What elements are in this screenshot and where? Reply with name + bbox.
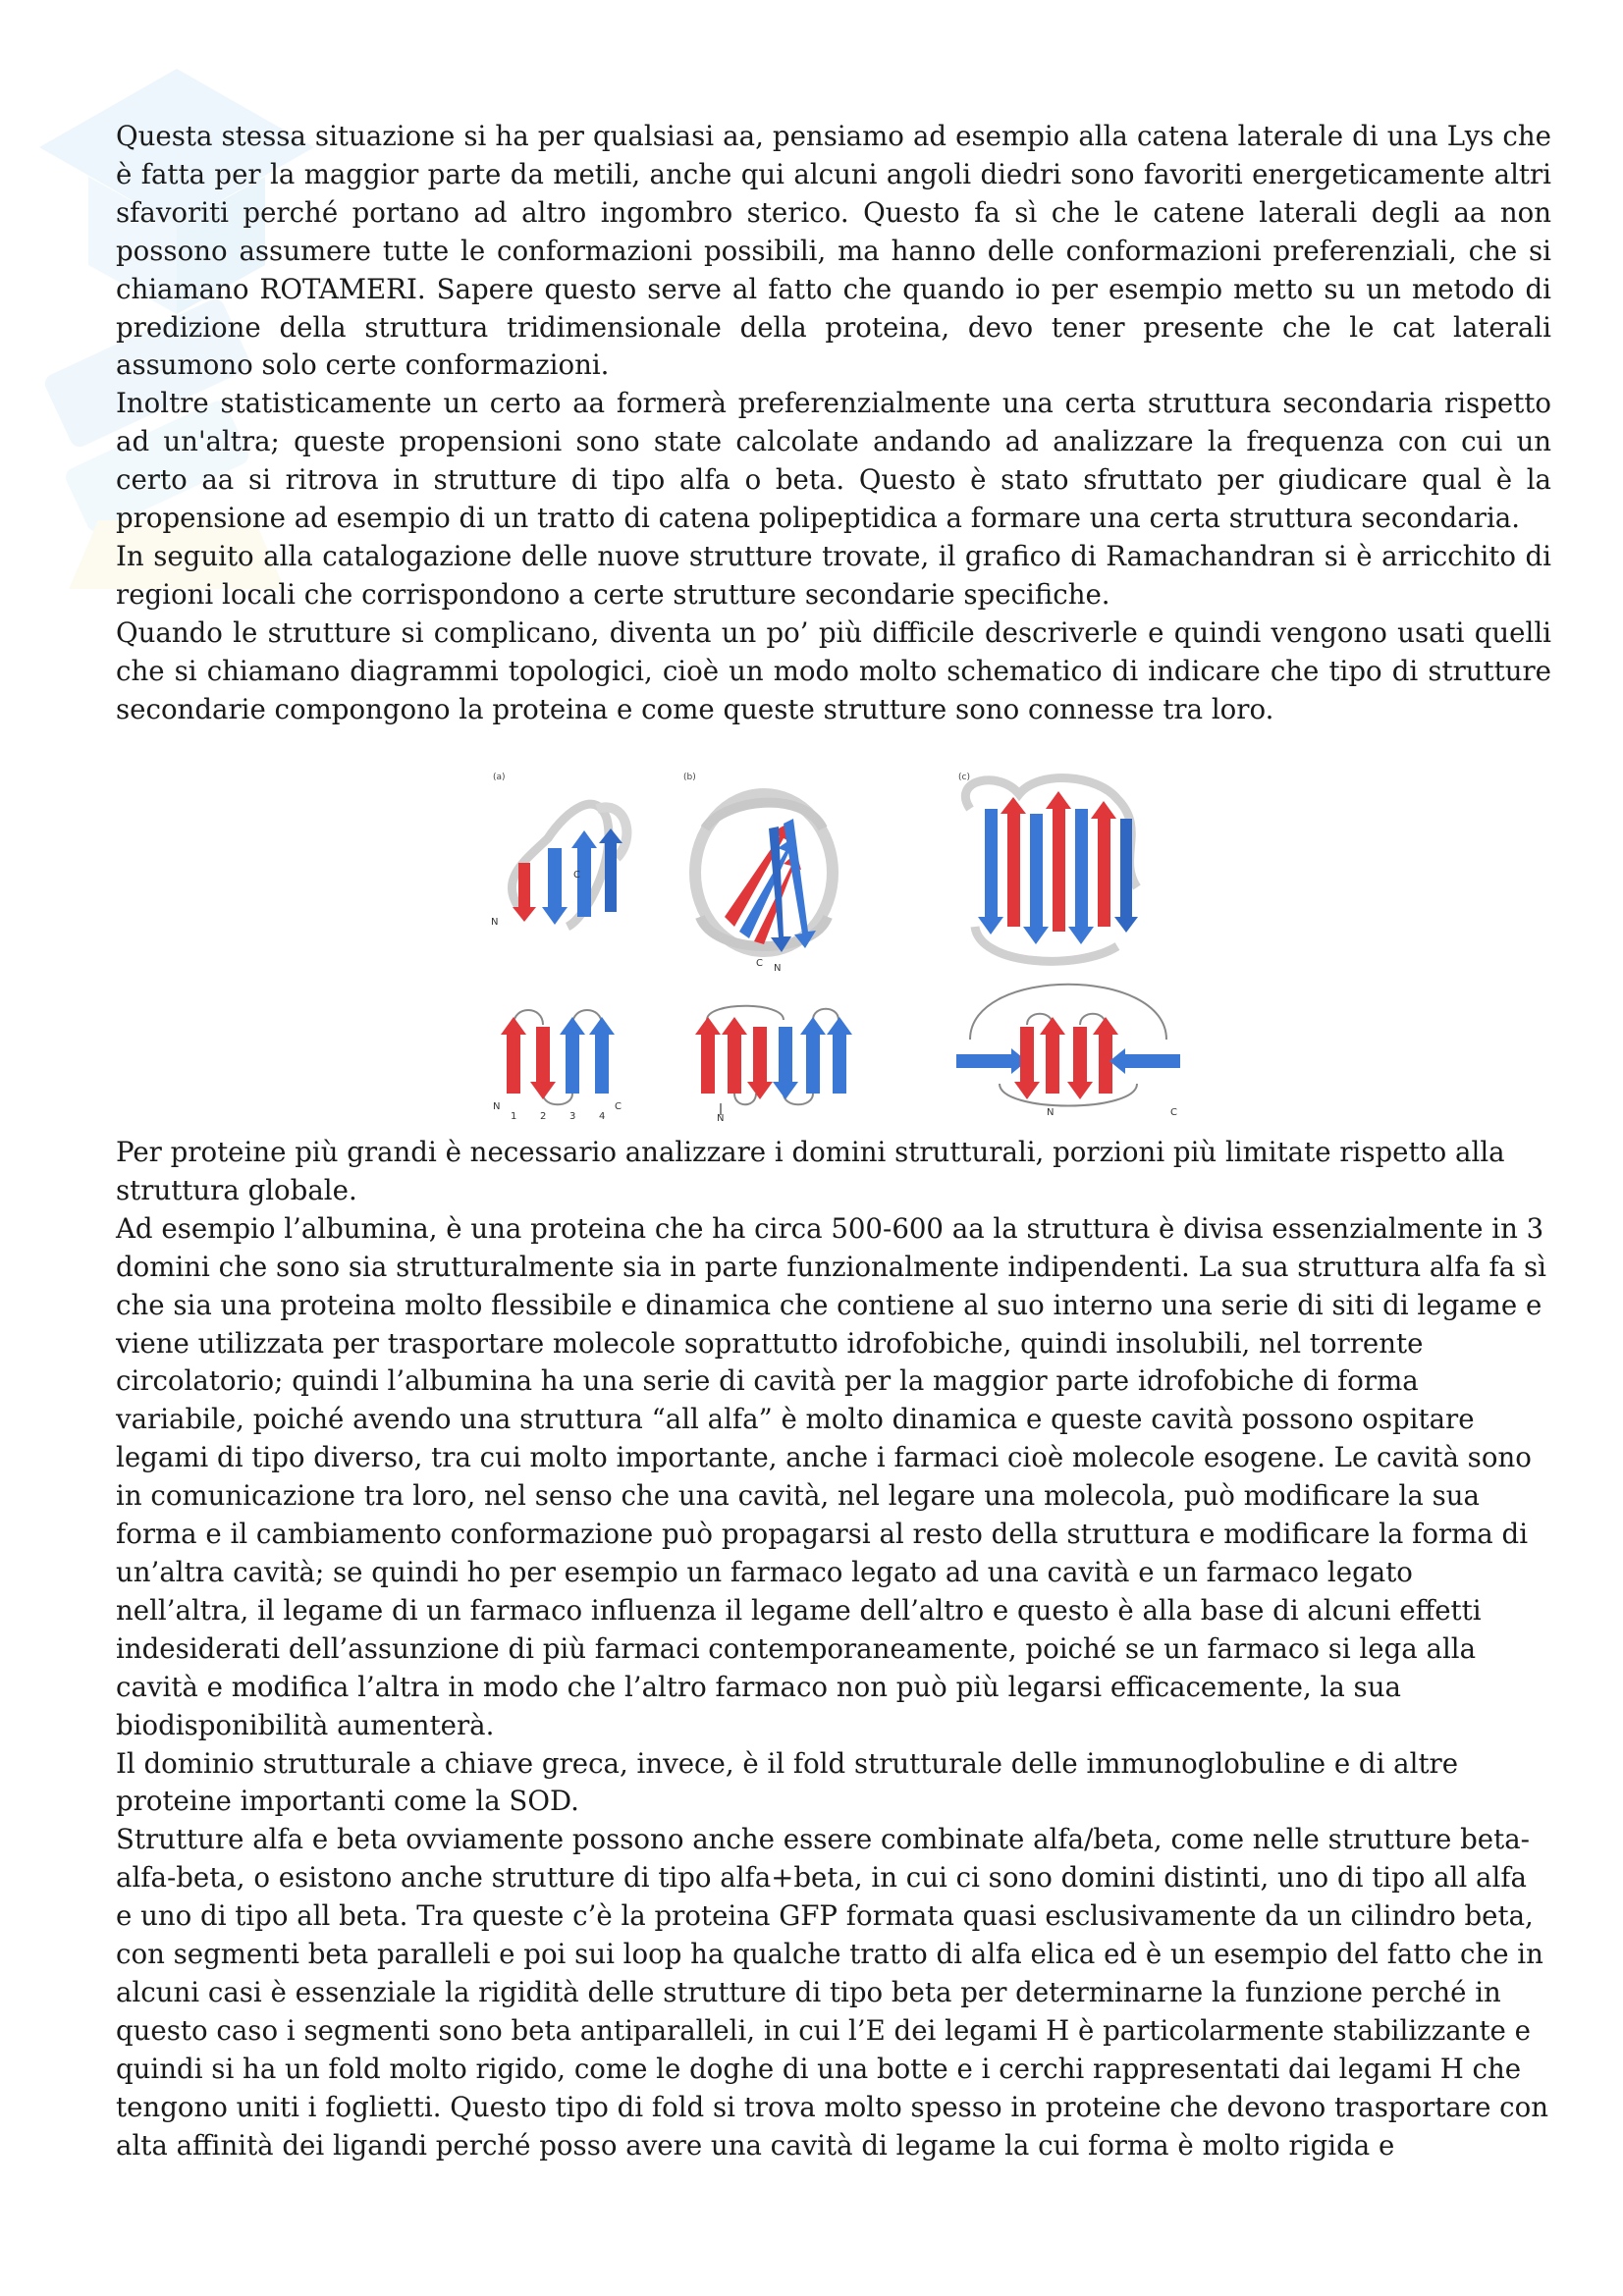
terminal-n-label: N (717, 1113, 725, 1121)
ribbon-model-c (965, 778, 1138, 962)
strand-blue (827, 1017, 852, 1094)
strand-blue (800, 1017, 826, 1094)
ribbon-model-b (695, 794, 833, 974)
strand-number: 4 (599, 1111, 606, 1121)
strand-number: 3 (569, 1111, 576, 1121)
terminal-n-label: N (774, 963, 782, 974)
strand-blue (956, 1048, 1027, 1074)
strand-blue (589, 1017, 615, 1094)
paragraph: Strutture alfa e beta ovviamente possono anche essere combinate alfa/beta, come nelle strutture beta-alfa-beta, o esistono anche strutture di tipo alfa+beta, in cui ci sono domini distinti, uno di tipo all alfa e uno di tipo all beta. Tra queste c’è la proteina GFP formata quasi esclusivamente da un cilindro beta, con segmenti beta paralleli e poi sui loop ha qualche tratto di alfa elica ed è un esempio del fatto che in alcuni casi è essenziale la rigidità delle strutture di tipo beta per determinarne la funzione perché in questo caso i segmenti sono beta antiparalleli, in cui l’E dei legami H è particolarmente stabilizzante e quindi si ha un fold molto rigido, come le doghe di una botte e i cerchi rappresentati dai legami H che tengono uniti i foglietti. Questo tipo di fold si trova molto spesso in proteine che devono trasportare con alta affinità dei ligandi perché posso avere una cavità di legame la cui forma è molto rigida e (116, 1823, 1549, 2162)
terminal-c-label: C (615, 1101, 622, 1112)
strand-number: 1 (511, 1111, 517, 1121)
panel-label-a: (a) (493, 773, 506, 782)
terminal-n-label: N (491, 917, 499, 928)
terminal-c-label: C (573, 870, 580, 881)
paragraph: Per proteine più grandi è necessario analizzare i domini strutturali, porzioni più limitate rispetto alla struttura globale. (116, 1136, 1505, 1206)
paragraph: Il dominio strutturale a chiave greca, invece, è il fold strutturale delle immunoglobuline e di altre proteine importanti come la SOD. (116, 1746, 1459, 1818)
strand-red (1091, 801, 1116, 927)
paragraph: Ad esempio l’albumina, è una proteina che ha circa 500-600 aa la struttura è divisa essenzialmente in 3 domini che sono sia strutturalmente sia in parte funzionalmente indipendenti. La sua struttura alfa fa sì che sia una proteina molto flessibile e dinamica che contiene al suo interno una serie di siti di legame e viene utilizzata per trasportare molecole soprattutto idrofobiche, quindi insolubili, nel torrente circolatorio; quindi l’albumina ha una serie di cavità per la maggior parte idrofobiche di forma variabile, poiché avendo una struttura “all alfa” è molto dinamica e queste cavità possono ospitare legami di tipo diverso, tra cui molto importante, anche i farmaci cioè molecole esogene. Le cavità sono in comunicazione tra loro, nel senso che una cavità, nel legare una molecola, può modificare la sua forma e il cambiamento conformazione può propagarsi al resto della struttura e modificare la forma di un’altra cavità; se quindi ho per esempio un farmaco legato ad una cavità e un farmaco legato nell’altra, il legame di un farmaco influenza il legame dell’altro e questo è alla base di alcuni effetti indesiderati dell’assunzione di più farmaci contemporaneamente, poiché se un farmaco si lega alla cavità e modifica l’altra in modo che l’altro farmaco non può più legarsi efficacemente, la sua biodisponibilità aumenterà. (116, 1211, 1546, 1741)
strand-red (1046, 791, 1071, 932)
terminal-n-label: N (493, 1101, 501, 1112)
strand-red (1001, 797, 1026, 927)
strand-blue (542, 848, 568, 925)
topology-diagram-a (493, 1010, 622, 1121)
terminal-n-label: N (1047, 1107, 1055, 1118)
protein-topology-figure (489, 770, 1188, 1121)
panel-label-c: (c) (958, 773, 970, 782)
terminal-c-label: C (756, 958, 763, 969)
paragraph: Questa stessa situazione si ha per qualsiasi aa, pensiamo ad esempio alla catena laterale di una Lys che è fatta per la maggior parte da metili, anche qui alcuni angoli diedri sono favoriti energeticamente altri sfavoriti perché portano ad altro ingombro sterico. Questo fa sì che le catene laterali degli aa non possono assumere tutte le conformazioni possibili, ma hanno delle conformazioni preferenziali, che si chiamano ROTAMERI. Sapere questo serve al fatto che quando io per esempio metto su un metodo di predizione della struttura tridimensionale della proteina, devo tener presente che le cat laterali assumono solo certe conformazioni. (116, 120, 1551, 382)
strand-red (501, 1017, 526, 1094)
strand-red (1040, 1017, 1065, 1094)
strand-blue (978, 809, 1003, 934)
paragraph: Quando le strutture si complicano, diventa un po’ più difficile descriverle e quindi vengono usati quelli che si chiamano diagrammi topologici, cioè un modo molto schematico di indicare che tipo di strutture secondarie compongono la proteina e come queste strutture sono connesse tra loro. (116, 615, 1551, 725)
strand-red (1093, 1017, 1118, 1094)
strand-red (747, 1027, 773, 1099)
text-block-bottom (116, 1134, 1551, 2164)
strand-blue (1068, 809, 1094, 944)
strand-number: 2 (540, 1111, 547, 1121)
topology-diagram-b (695, 1006, 852, 1121)
strand-blue (773, 1027, 798, 1099)
strand-red (530, 1027, 556, 1099)
paragraph: Inoltre statisticamente un certo aa formerà preferenzialmente una certa struttura secondaria rispetto ad un'altra; queste propensioni sono state calcolate andando ad analizzare la frequenza con cui un certo aa si ritrova in strutture di tipo alfa o beta. Questo è stato sfruttato per giudicare qual è la propensione ad esempio di un tratto di catena polipeptidica a formare una certa struttura secondaria. (116, 387, 1551, 535)
strand-blue (1109, 1048, 1180, 1074)
strand-red (722, 1017, 747, 1094)
topology-diagram-c (956, 985, 1180, 1118)
strand-blue (1023, 814, 1049, 944)
figure-drawing (489, 770, 1188, 1121)
text-block-top (116, 118, 1551, 729)
panel-label-b: (b) (683, 773, 696, 782)
strand-red (1067, 1027, 1093, 1099)
ribbon-model-a (491, 804, 626, 928)
terminal-c-label: C (1170, 1107, 1177, 1118)
paragraph: In seguito alla catalogazione delle nuove strutture trovate, il grafico di Ramachandran si è arricchito di regioni locali che corrispondono a certe strutture secondarie specifiche. (116, 539, 1551, 611)
strand-blue (560, 1017, 585, 1094)
strand-red (695, 1017, 721, 1094)
